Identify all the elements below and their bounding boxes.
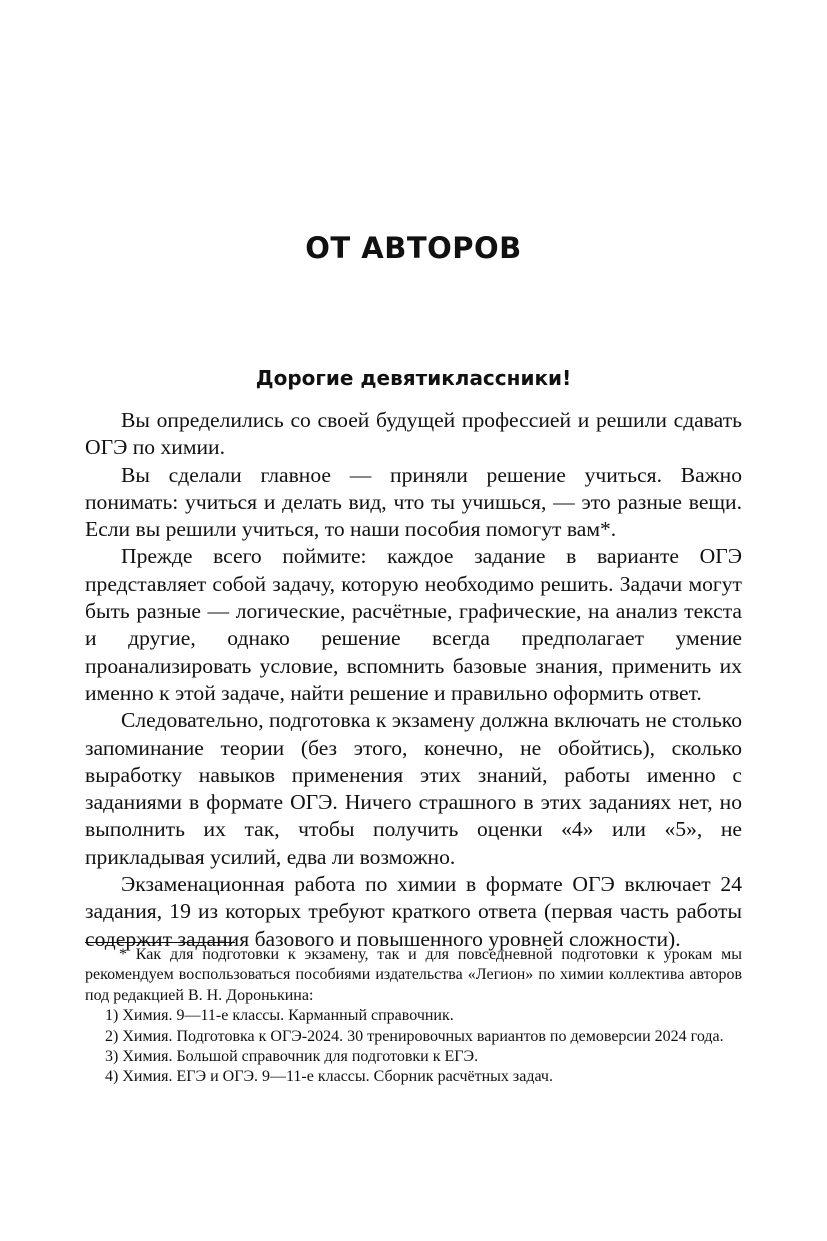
body-text bbox=[85, 407, 742, 953]
footnote bbox=[85, 945, 742, 1088]
paragraph: Вы определились со своей будущей профессией и решили сдавать ОГЭ по химии. bbox=[85, 408, 742, 460]
footnote-item: 3) Химия. Большой справочник для подготовки к ЕГЭ. bbox=[105, 1048, 479, 1066]
footnote-item: 2) Химия. Подготовка к ОГЭ-2024. 30 тренировочных вариантов по демоверсии 2024 года. bbox=[105, 1027, 724, 1045]
section-title: ОТ АВТОРОВ bbox=[305, 231, 522, 265]
greeting-heading: Дорогие девятиклассники! bbox=[255, 366, 572, 390]
footnote-item: 1) Химия. 9—11-е классы. Карманный справочник. bbox=[105, 1007, 454, 1025]
footnote-list bbox=[85, 1006, 742, 1088]
paragraph: Экзаменационная работа по химии в формате ОГЭ включает 24 задания, 19 из которых требуют краткого ответа (первая часть работы содержит задания базового и повышенного уровней сложности). bbox=[85, 872, 742, 951]
paragraph: Следовательно, подготовка к экзамену должна включать не столько запоминание теории (без этого, конечно, не обойтись), сколько выработку навыков применения этих знаний, работы именно с заданиями в формате ОГЭ. Ничего страшного в этих заданиях нет, но выполнить их так, чтобы получить оценки «4» или «5», не прикладывая усилий, едва ли возможно. bbox=[85, 708, 742, 869]
paragraph: Вы сделали главное — приняли решение учиться. Важно понимать: учиться и делать вид, что ты учишься, — это разные вещи. Если вы решили учиться, то наши пособия помогут вам*. bbox=[85, 462, 742, 542]
paragraph: Прежде всего поймите: каждое задание в варианте ОГЭ представляет собой задачу, которую необходимо решить. Задачи могут быть разные — логические, расчётные, графические, на анализ текста и другие, однако решение всегда предполагает умение проанализировать условие, вспомнить базовые знания, применить их именно к этой задаче, найти решение и правильно оформить ответ. bbox=[85, 544, 742, 705]
footnote-divider bbox=[85, 942, 235, 943]
footnote-item: 4) Химия. ЕГЭ и ОГЭ. 9—11-е классы. Сборник расчётных задач. bbox=[105, 1068, 553, 1086]
footnote-text: * Как для подготовки к экзамену, так и для повседневной подготовки к урокам мы рекомендуем воспользоваться пособиями издательства «Легион» по химии коллектива авторов под редакцией В. Н. Доронькина: bbox=[85, 946, 742, 1004]
